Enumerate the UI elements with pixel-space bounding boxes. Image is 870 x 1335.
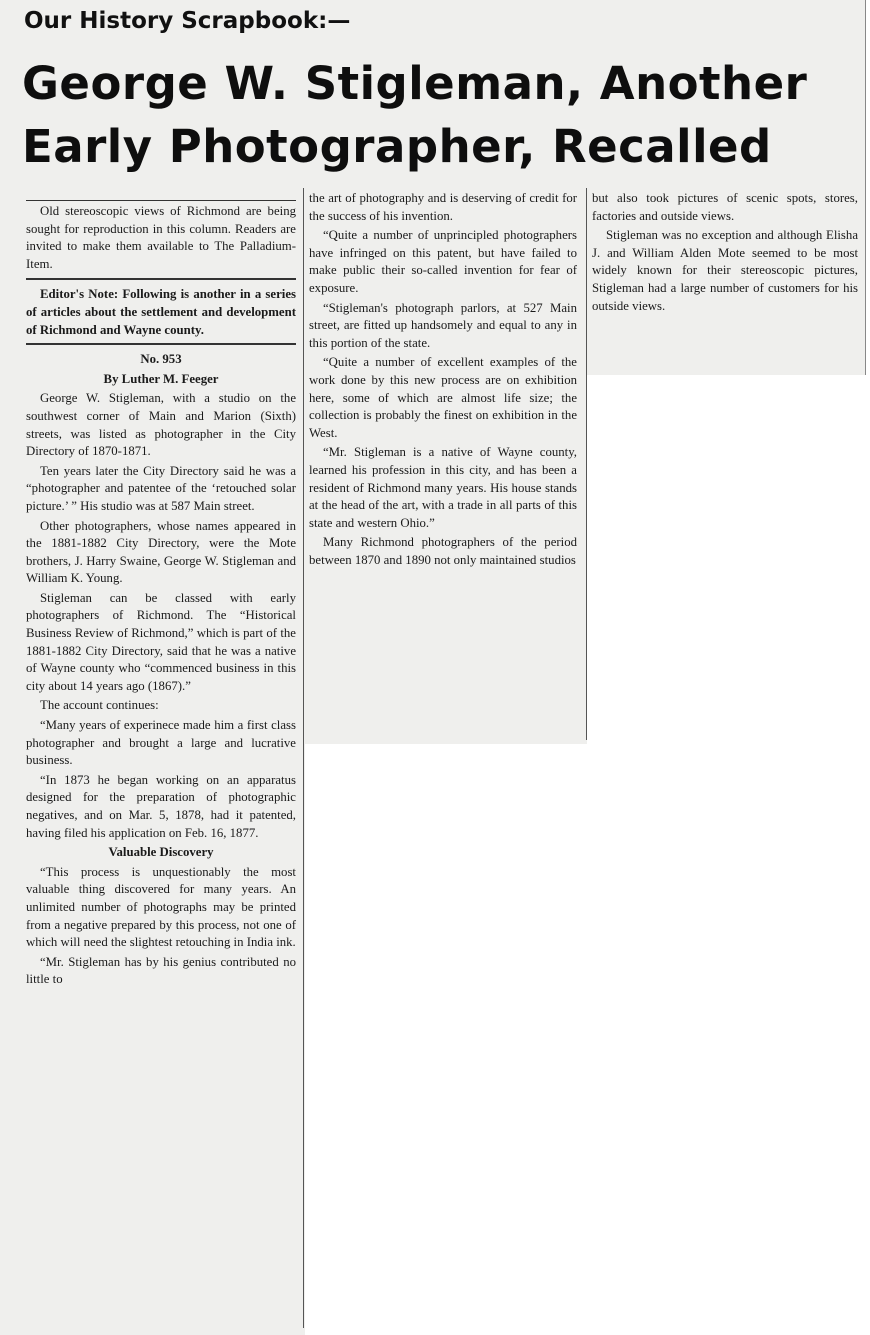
paragraph: Stigleman was no exception and although Elisha J. and William Alden Mote seemed to be most widely known for their stereoscopic pictures, Stigleman had a large number of customers for his outside views.: [592, 228, 858, 313]
column-rule-2: [586, 188, 587, 740]
column-1: [26, 200, 296, 989]
paragraph: “Many years of experinece made him a first class photographer and brought a large and lucrative business.: [26, 718, 296, 768]
paragraph: “This process is unquestionably the most valuable thing discovered for many years. An unlimited number of photographs may be printed from a negative prepared by this process, not one of which will need the slightest retouching in India ink.: [26, 864, 296, 950]
column-3: [592, 190, 858, 315]
byline: By Luther M. Feeger: [103, 371, 219, 386]
paragraph: the art of photography and is deserving of credit for the success of his invention.: [309, 191, 577, 223]
column-2: [309, 190, 577, 569]
paragraph: “Quite a number of unprincipled photographers have infringed on this patent, but have failed to make public their so-called invention for fear of exposure.: [309, 228, 577, 295]
paragraph: “Mr. Stigleman is a native of Wayne county, learned his profession in this city, and has been a resident of Richmond many years. His house stands at the head of the art, with a trade in all parts of this state and western Ohio.”: [309, 445, 577, 530]
paragraph: The account continues:: [40, 698, 159, 713]
column-rule-1: [303, 188, 304, 1328]
paragraph: “Quite a number of excellent examples of the work done by this new process are on exhibition here, some of which are almost life size; the collection is probably the finest on exhibition in the West.: [309, 355, 577, 440]
page-right-edge: [865, 0, 866, 375]
paragraph: George W. Stigleman, with a studio on the southwest corner of Main and Marion (Sixth) streets, was listed as photographer in the City Directory of 1870-1871.: [26, 391, 296, 459]
editors-note: Editor's Note: Following is another in a series of articles about the settlement and development of Richmond and Wayne county.: [26, 286, 296, 345]
headline-line-1: George W. Stigleman, Another: [22, 57, 808, 110]
paragraph: “Mr. Stigleman has by his genius contributed no little to: [26, 954, 296, 987]
paragraph: but also took pictures of scenic spots, stores, factories and outside views.: [592, 191, 858, 223]
headline-line-2: Early Photographer, Recalled: [22, 120, 772, 173]
paragraph: Many Richmond photographers of the period between 1870 and 1890 not only maintained studios: [309, 535, 577, 567]
subhead: Valuable Discovery: [108, 845, 214, 860]
paragraph: Ten years later the City Directory said he was a “photographer and patentee of the ‘retouched solar picture.’ ” His studio was at 587 Main street.: [26, 463, 296, 513]
intro-box: [26, 200, 296, 280]
paragraph: Stigleman can be classed with early photographers of Richmond. The “Historical Business Review of Richmond,” which is part of the 1881-1882 City Directory, said that he was a native of Wayne county who “commenced business in this city about 14 years ago (1867).”: [26, 590, 296, 693]
headline: [22, 52, 807, 178]
kicker: Our History Scrapbook:—: [24, 8, 351, 34]
paragraph: “Stigleman's photograph parlors, at 527 Main street, are fitted up handsomely and equal to any in this portion of the state.: [309, 300, 577, 350]
paragraph: Other photographers, whose names appeared in the 1881-1882 City Directory, were the Mote brothers, J. Harry Swaine, George W. Stigleman and William K. Young.: [26, 518, 296, 586]
intro-text: Old stereoscopic views of Richmond are being sought for reproduction in this column. Readers are invited to make them available to The Palladium-Item.: [26, 204, 296, 271]
paragraph: “In 1873 he began working on an apparatus designed for the preparation of photographic negatives, and on Mar. 5, 1878, had it patented, having filed his application on Feb. 16, 1877.: [26, 772, 296, 840]
article-number: No. 953: [140, 352, 182, 367]
